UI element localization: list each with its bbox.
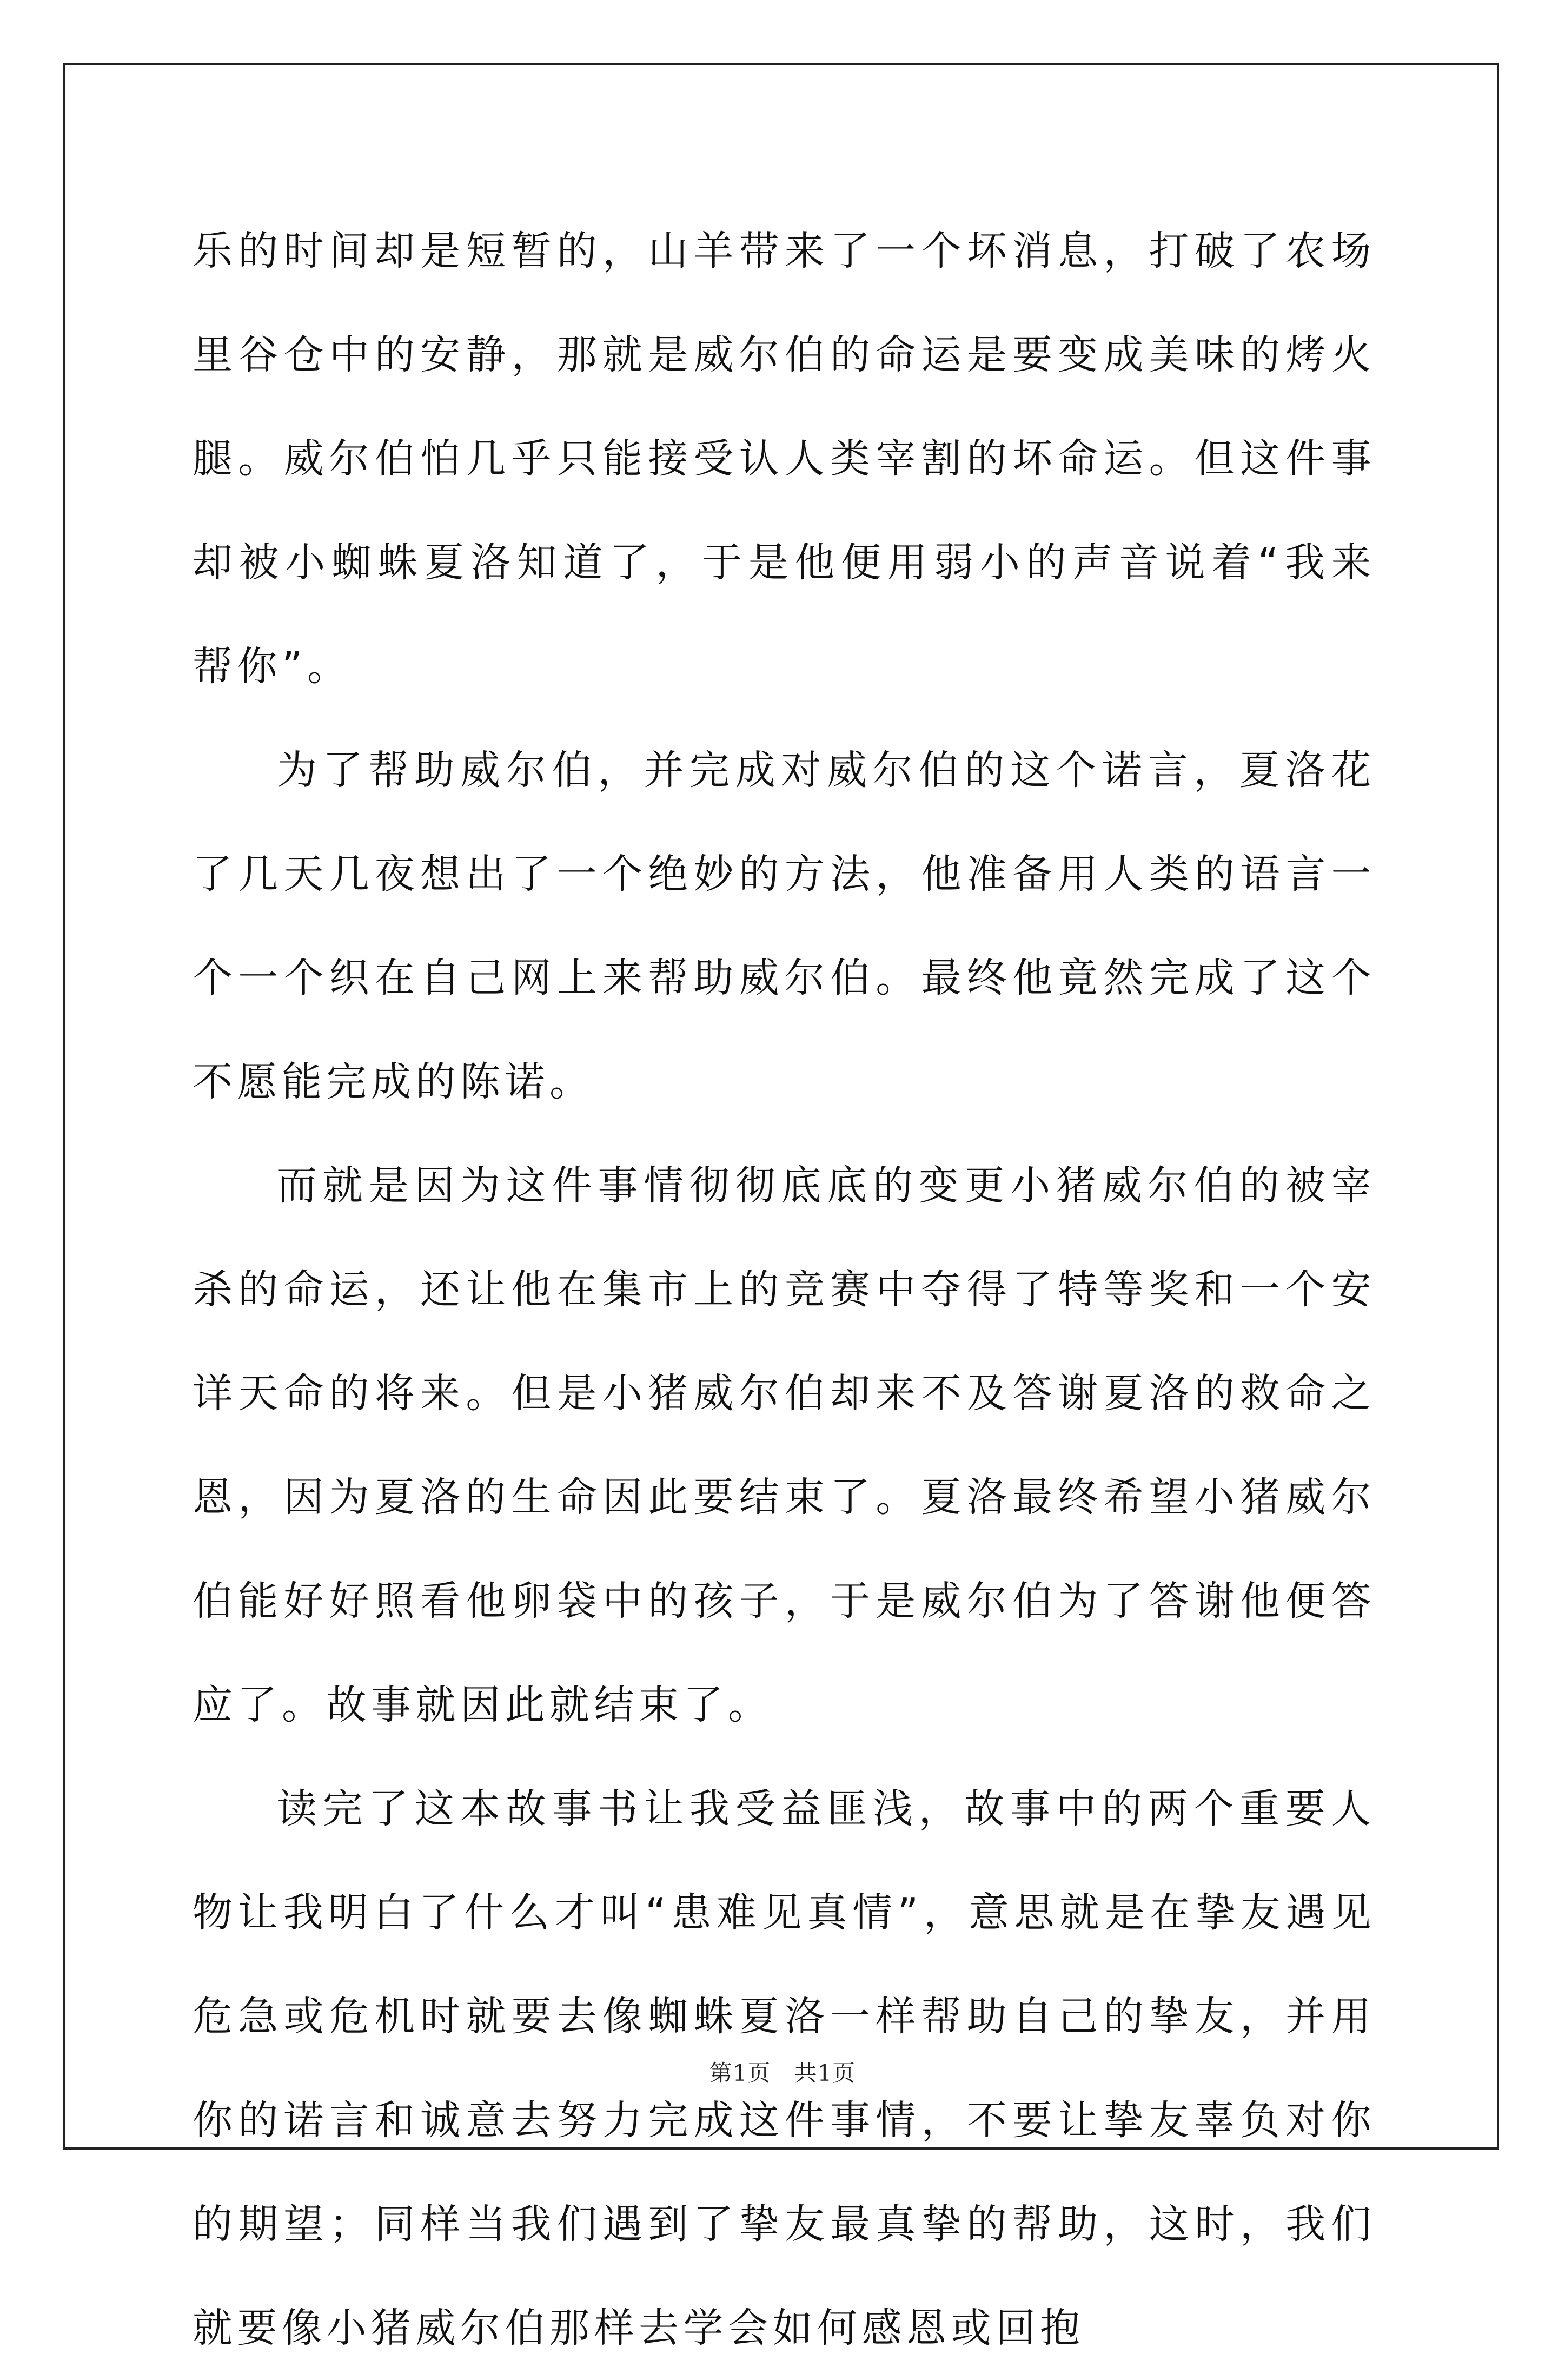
paragraph-2: 为了帮助威尔伯，并完成对威尔伯的这个诺言，夏洛花了几天几夜想出了一个绝妙的方法，他准备用人类的语言一个一个织在自己网上来帮助威尔伯。最终他竟然完成了这个不愿能完成的陈诺。 xyxy=(193,747,1376,1105)
paragraph-4: 读完了这本故事书让我受益匪浅，故事中的两个重要人物让我明白了什么才叫“患难见真情”，意思就是在挚友遇见危急或危机时就要去像蜘蛛夏洛一样帮助自己的挚友，并用你的诺言和诚意去努力完成这件事情，不要让挚友辜负对你的期望；同样当我们遇到了挚友最真挚的帮助，这时，我们就要像小猪威尔伯那样去学会如何感恩或回抱 xyxy=(193,1786,1376,2351)
document-body xyxy=(193,199,1376,2380)
page-number-footer: 第1页 共1页 xyxy=(709,2060,856,2086)
paragraph-3: 而就是因为这件事情彻彻底底的变更小猪威尔伯的被宰杀的命运，还让他在集市上的竞赛中夺得了特等奖和一个安详天命的将来。但是小猪威尔伯却来不及答谢夏洛的救命之恩，因为夏洛的生命因此要结束了。夏洛最终希望小猪威尔伯能好好照看他卵袋中的孩子，于是威尔伯为了答谢他便答应了。故事就因此就结束了。 xyxy=(193,1162,1376,1728)
paragraph-1: 乐的时间却是短暂的，山羊带来了一个坏消息，打破了农场里谷仓中的安静，那就是威尔伯的命运是要变成美味的烤火腿。威尔伯怕几乎只能接受认人类宰割的坏命运。但这件事却被小蜘蛛夏洛知道了，于是他便用弱小的声音说着“我来帮你”。 xyxy=(193,228,1376,690)
